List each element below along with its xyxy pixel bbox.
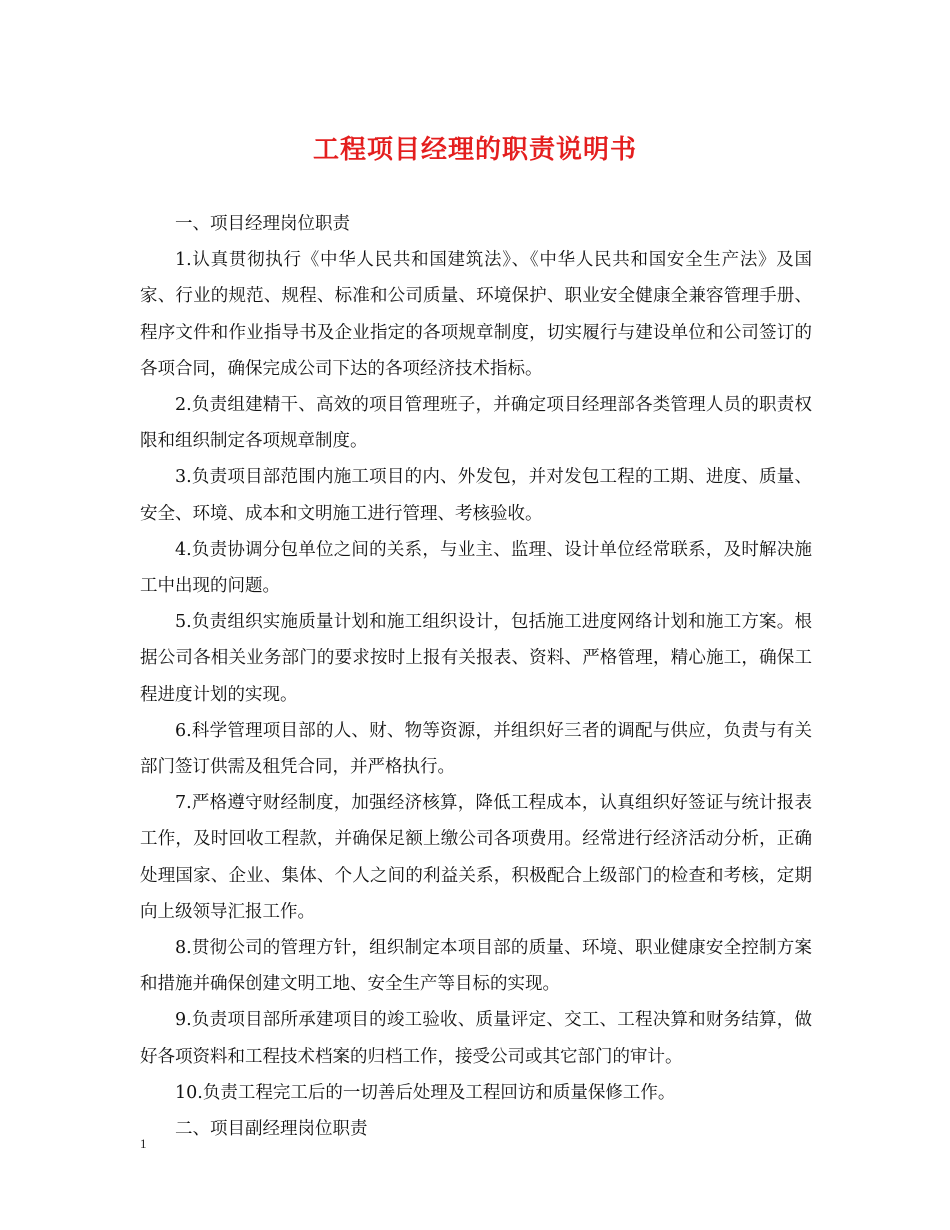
paragraph-item-9: 9.负责项目部所承建项目的竣工验收、质量评定、交工、工程决算和财务结算，做好各项资料和工程技术档案的归档工作，接受公司或其它部门的审计。 (140, 1010, 812, 1067)
paragraph-item-8: 8.贯彻公司的管理方针，组织制定本项目部的质量、环境、职业健康安全控制方案和措施并确保创建文明工地、安全生产等目标的实现。 (140, 938, 812, 995)
section-heading-1: 一、项目经理岗位职责 (175, 214, 350, 234)
paragraph-item-5: 5.负责组织实施质量计划和施工组织设计，包括施工进度网络计划和施工方案。根据公司各相关业务部门的要求按时上报有关报表、资料、严格管理，精心施工，确保工程进度计划的实现。 (140, 612, 812, 705)
section-heading-2: 二、项目副经理岗位职责 (175, 1119, 368, 1140)
paragraph-item-3: 3.负责项目部范围内施工项目的内、外发包，并对发包工程的工期、进度、质量、安全、环境、成本和文明施工进行管理、考核验收。 (140, 467, 812, 524)
paragraph-item-7: 7.严格遵守财经制度，加强经济核算，降低工程成本，认真组织好签证与统计报表工作，及时回收工程款，并确保足额上缴公司各项费用。经常进行经济活动分析，正确处理国家、企业、集体、个人之间的利益关系，积极配合上级部门的检查和考核，定期向上级领导汇报工作。 (140, 793, 812, 922)
paragraph-item-4: 4.负责协调分包单位之间的关系，与业主、监理、设计单位经常联系，及时解决施工中出现的问题。 (140, 539, 812, 597)
document-title: 工程项目经理的职责说明书 (312, 135, 637, 165)
paragraph-item-6: 6.科学管理项目部的人、财、物等资源，并组织好三者的调配与供应，负责与有关部门签订供需及租凭合同，并严格执行。 (140, 720, 812, 778)
paragraph-item-1: 1.认真贯彻执行《中华人民共和国建筑法》、《中华人民共和国安全生产法》及国家、行业的规范、规程、标准和公司质量、环境保护、职业安全健康全兼容管理手册、程序文件和作业指导书及企业指定的各项规章制度，切实履行与建设单位和公司签订的各项合同，确保完成公司下达的各项经济技术指标。 (140, 250, 812, 379)
paragraph-item-10: 10.负责工程完工后的一切善后处理及工程回访和质量保修工作。 (175, 1082, 676, 1103)
paragraph-item-2: 2.负责组建精干、高效的项目管理班子，并确定项目经理部各类管理人员的职责权限和组织制定各项规章制度。 (140, 395, 812, 452)
document-body (140, 206, 812, 1147)
page-number: 1 (140, 1136, 147, 1151)
